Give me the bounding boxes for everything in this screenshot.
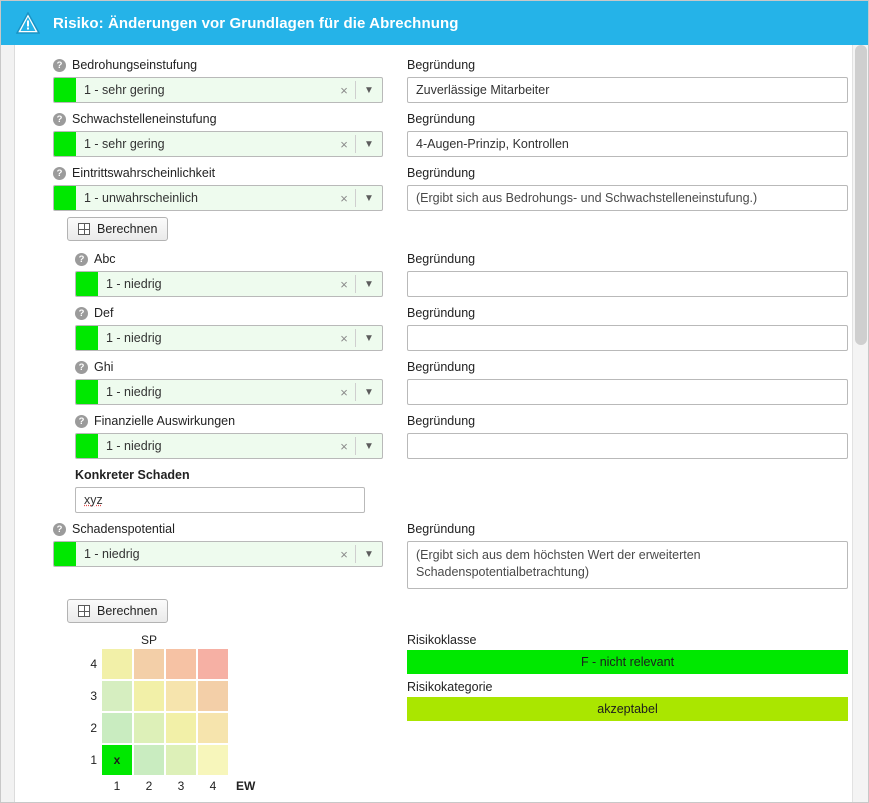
label-text: Def bbox=[94, 306, 114, 320]
matrix-x-tick: 4 bbox=[209, 779, 217, 793]
label-text: Begründung bbox=[407, 414, 476, 428]
input-value: 4-Augen-Prinzip, Kontrollen bbox=[416, 137, 569, 151]
input-begruendung-abc[interactable] bbox=[407, 271, 848, 297]
matrix-cell[interactable] bbox=[198, 713, 228, 743]
matrix-cell[interactable] bbox=[166, 745, 196, 775]
dialog-title: Risiko: Änderungen vor Grundlagen für die Abrechnung bbox=[53, 14, 459, 32]
label-risikoklasse: Risikoklasse bbox=[407, 633, 477, 647]
chevron-down-icon[interactable]: ▼ bbox=[364, 548, 374, 560]
matrix-cell-current[interactable] bbox=[102, 745, 132, 775]
calculator-icon bbox=[78, 223, 90, 235]
matrix-cell[interactable] bbox=[134, 649, 164, 679]
label-text: Konkreter Schaden bbox=[75, 468, 190, 482]
label-text: Schadenspotential bbox=[72, 522, 175, 536]
form-row-schwachstelleneinstufung bbox=[53, 105, 848, 157]
field-label-begruendung-schadenspotential bbox=[407, 520, 848, 538]
field-label-begruendung-abc bbox=[407, 250, 848, 268]
berechnen-button-1[interactable] bbox=[67, 217, 168, 241]
help-icon[interactable]: ? bbox=[53, 523, 66, 536]
select-schadenspotential[interactable] bbox=[53, 541, 383, 567]
label-risikokategorie: Risikokategorie bbox=[407, 680, 493, 694]
field-label-ghi bbox=[75, 358, 383, 376]
select-def[interactable] bbox=[75, 325, 383, 351]
scrollbar-thumb[interactable] bbox=[855, 45, 867, 345]
help-icon[interactable]: ? bbox=[75, 415, 88, 428]
input-konkreter-schaden[interactable] bbox=[75, 487, 365, 513]
help-icon[interactable]: ? bbox=[75, 253, 88, 266]
select-value: 1 - niedrig bbox=[106, 331, 162, 345]
matrix-cell[interactable] bbox=[198, 745, 228, 775]
field-label-finanzielle-auswirkungen bbox=[75, 412, 383, 430]
matrix-cell[interactable] bbox=[198, 649, 228, 679]
select-abc[interactable] bbox=[75, 271, 383, 297]
button-label: Berechnen bbox=[97, 222, 158, 236]
field-label-begruendung-ghi bbox=[407, 358, 848, 376]
label-text: Begründung bbox=[407, 112, 476, 126]
matrix-cell[interactable] bbox=[166, 713, 196, 743]
input-value: xyz bbox=[84, 493, 103, 507]
select-eintrittswahrscheinlichkeit[interactable] bbox=[53, 185, 383, 211]
warning-triangle-icon bbox=[15, 11, 41, 35]
input-begruendung-2[interactable] bbox=[407, 131, 848, 157]
value-risikokategorie: akzeptabel bbox=[407, 697, 848, 721]
chevron-down-icon[interactable]: ▼ bbox=[364, 332, 374, 344]
matrix-cell[interactable] bbox=[102, 713, 132, 743]
label-text: Begründung bbox=[407, 522, 476, 536]
label-text: Abc bbox=[94, 252, 116, 266]
severity-color-swatch bbox=[76, 380, 98, 404]
field-label-eintrittswahrscheinlichkeit bbox=[53, 164, 383, 182]
severity-color-swatch bbox=[54, 132, 76, 156]
select-value: 1 - sehr gering bbox=[84, 83, 165, 97]
matrix-y-tick: 4 bbox=[90, 657, 97, 671]
chevron-down-icon[interactable]: ▼ bbox=[364, 440, 374, 452]
matrix-cell[interactable] bbox=[166, 649, 196, 679]
chevron-down-icon[interactable]: ▼ bbox=[364, 278, 374, 290]
clear-icon[interactable]: × bbox=[340, 136, 348, 152]
input-begruendung-3[interactable] bbox=[407, 185, 848, 211]
field-label-konkreter-schaden bbox=[75, 466, 383, 484]
form-row-ghi bbox=[53, 353, 848, 405]
field-label-begruendung-3 bbox=[407, 164, 848, 182]
risk-matrix bbox=[53, 633, 383, 793]
severity-color-swatch bbox=[76, 326, 98, 350]
input-begruendung-def[interactable] bbox=[407, 325, 848, 351]
severity-color-swatch bbox=[54, 542, 76, 566]
label-text: Begründung bbox=[407, 360, 476, 374]
matrix-y-tick: 3 bbox=[90, 689, 97, 703]
severity-color-swatch bbox=[54, 78, 76, 102]
label-text: Begründung bbox=[407, 58, 476, 72]
field-label-begruendung-def bbox=[407, 304, 848, 322]
vertical-scrollbar[interactable] bbox=[852, 45, 868, 802]
label-text: Eintrittswahrscheinlichkeit bbox=[72, 166, 216, 180]
form-row-konkreter-schaden bbox=[53, 461, 848, 513]
label-text: Begründung bbox=[407, 306, 476, 320]
matrix-x-tick: 1 bbox=[113, 779, 121, 793]
label-text: Ghi bbox=[94, 360, 114, 374]
field-label-begruendung-1 bbox=[407, 56, 848, 74]
field-label-abc bbox=[75, 250, 383, 268]
severity-color-swatch bbox=[76, 272, 98, 296]
select-value: 1 - niedrig bbox=[106, 439, 162, 453]
matrix-y-axis-label: SP bbox=[141, 633, 158, 647]
dialog-titlebar bbox=[1, 1, 868, 45]
input-value: (Ergibt sich aus Bedrohungs- und Schwachstelleneinstufung.) bbox=[416, 191, 758, 205]
input-value: Zuverlässige Mitarbeiter bbox=[416, 83, 550, 97]
label-text: Begründung bbox=[407, 252, 476, 266]
calc-button-2-row bbox=[67, 599, 848, 623]
dialog-body bbox=[1, 45, 868, 802]
matrix-x-tick: 3 bbox=[177, 779, 185, 793]
select-value: 1 - niedrig bbox=[106, 385, 162, 399]
chevron-down-icon[interactable]: ▼ bbox=[364, 192, 374, 204]
matrix-y-ticks bbox=[83, 649, 97, 777]
input-begruendung-schadenspotential[interactable] bbox=[407, 541, 848, 589]
form-content bbox=[15, 45, 868, 802]
help-icon[interactable]: ? bbox=[75, 307, 88, 320]
chevron-down-icon[interactable]: ▼ bbox=[364, 138, 374, 150]
matrix-y-tick: 2 bbox=[90, 721, 97, 735]
clear-icon[interactable]: × bbox=[340, 330, 348, 346]
chevron-down-icon[interactable]: ▼ bbox=[364, 84, 374, 96]
form-row-eintrittswahrscheinlichkeit bbox=[53, 159, 848, 211]
help-icon[interactable]: ? bbox=[53, 59, 66, 72]
form-row-finanzielle-auswirkungen bbox=[53, 407, 848, 459]
matrix-grid bbox=[102, 649, 228, 777]
form-row-def bbox=[53, 299, 848, 351]
matrix-x-axis-label: EW bbox=[236, 779, 256, 793]
select-finanzielle-auswirkungen[interactable] bbox=[75, 433, 383, 459]
form-row-abc bbox=[53, 245, 848, 297]
select-value: 1 - sehr gering bbox=[84, 137, 165, 151]
field-label-begruendung-2 bbox=[407, 110, 848, 128]
matrix-cell[interactable] bbox=[198, 681, 228, 711]
matrix-cell[interactable] bbox=[102, 681, 132, 711]
label-text: Finanzielle Auswirkungen bbox=[94, 414, 236, 428]
field-label-bedrohungseinstufung bbox=[53, 56, 383, 74]
matrix-x-ticks bbox=[102, 779, 383, 793]
select-value: 1 - niedrig bbox=[84, 547, 140, 561]
select-bedrohungseinstufung[interactable] bbox=[53, 77, 383, 103]
matrix-y-tick: 1 bbox=[90, 753, 97, 767]
input-begruendung-1[interactable] bbox=[407, 77, 848, 103]
clear-icon[interactable]: × bbox=[340, 438, 348, 454]
input-begruendung-finanzielle[interactable] bbox=[407, 433, 848, 459]
matrix-cell[interactable] bbox=[102, 649, 132, 679]
clear-icon[interactable]: × bbox=[340, 384, 348, 400]
left-rail bbox=[1, 45, 15, 802]
label-text: Bedrohungseinstufung bbox=[72, 58, 198, 72]
field-label-schwachstelleneinstufung bbox=[53, 110, 383, 128]
severity-color-swatch bbox=[54, 186, 76, 210]
calculator-icon bbox=[78, 605, 90, 617]
field-label-schadenspotential bbox=[53, 520, 383, 538]
clear-icon[interactable]: × bbox=[340, 276, 348, 292]
field-label-def bbox=[75, 304, 383, 322]
risk-matrix-results-row bbox=[53, 627, 848, 793]
help-icon[interactable]: ? bbox=[75, 361, 88, 374]
select-value: 1 - niedrig bbox=[106, 277, 162, 291]
chevron-down-icon[interactable]: ▼ bbox=[364, 386, 374, 398]
form-row-schadenspotential bbox=[53, 515, 848, 589]
label-text: Schwachstelleneinstufung bbox=[72, 112, 217, 126]
calc-button-1-row bbox=[67, 217, 848, 241]
help-icon[interactable]: ? bbox=[53, 113, 66, 126]
input-value: (Ergibt sich aus dem höchsten Wert der erweiterten Schadenspotentialbetrachtung) bbox=[416, 548, 701, 579]
matrix-cell[interactable] bbox=[134, 681, 164, 711]
help-icon[interactable]: ? bbox=[53, 167, 66, 180]
field-label-begruendung-finanzielle bbox=[407, 412, 848, 430]
matrix-cell[interactable] bbox=[134, 713, 164, 743]
select-schwachstelleneinstufung[interactable] bbox=[53, 131, 383, 157]
matrix-marker-label: x bbox=[113, 753, 121, 767]
button-label: Berechnen bbox=[97, 604, 158, 618]
clear-icon[interactable]: × bbox=[340, 82, 348, 98]
matrix-cell[interactable] bbox=[134, 745, 164, 775]
clear-icon[interactable]: × bbox=[340, 546, 348, 562]
clear-icon[interactable]: × bbox=[340, 190, 348, 206]
select-ghi[interactable] bbox=[75, 379, 383, 405]
input-begruendung-ghi[interactable] bbox=[407, 379, 848, 405]
label-text: Begründung bbox=[407, 166, 476, 180]
form-row-bedrohungseinstufung bbox=[53, 51, 848, 103]
matrix-x-tick: 2 bbox=[145, 779, 153, 793]
berechnen-button-2[interactable] bbox=[67, 599, 168, 623]
value-risikoklasse: F - nicht relevant bbox=[407, 650, 848, 674]
matrix-cell[interactable] bbox=[166, 681, 196, 711]
select-value: 1 - unwahrscheinlich bbox=[84, 191, 198, 205]
severity-color-swatch bbox=[76, 434, 98, 458]
